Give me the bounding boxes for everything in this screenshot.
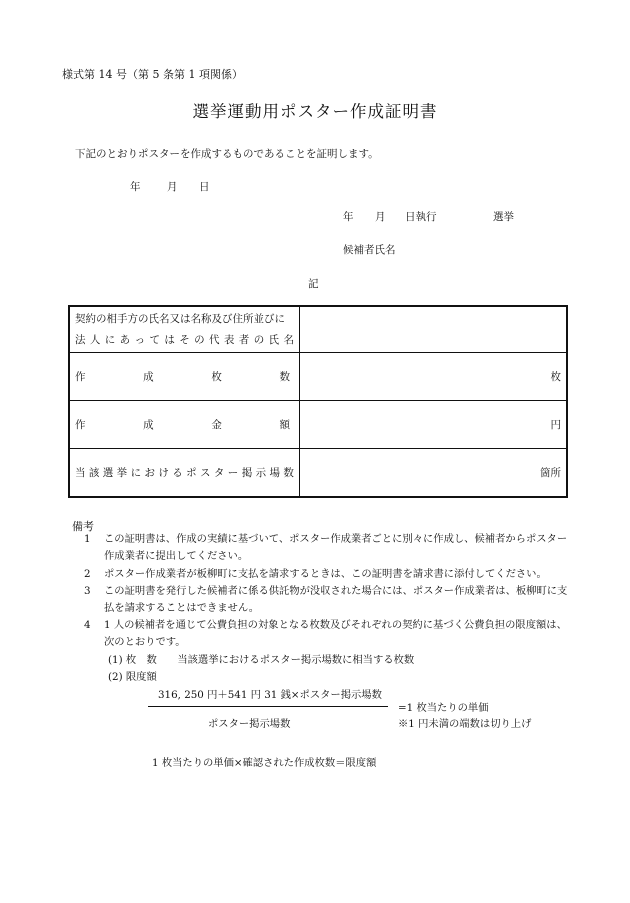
label-char: に (104, 333, 116, 346)
election-label: 選挙 (493, 211, 514, 223)
note-number: 4 (84, 619, 91, 631)
final-formula: 1 枚当たりの単価×確認された作成枚数＝限度額 (152, 757, 377, 769)
formula-result: =1 枚当たりの単価 (398, 702, 489, 714)
label-char: る (172, 467, 183, 479)
label-char: 数 (283, 467, 294, 479)
certificate-table (68, 305, 568, 498)
label-char: け (158, 467, 169, 479)
label-char: 選 (102, 467, 114, 479)
exec-year-label: 年 (343, 211, 354, 223)
amount-label (69, 401, 300, 449)
month-label: 月 (167, 181, 178, 193)
poster-sites-unit: 箇所 (540, 467, 561, 479)
label-char: 金 (211, 419, 222, 431)
label-char: 当 (75, 467, 86, 479)
note-text: この証明書は、作成の実績に基づいて、ポスター作成業者ごとに別々に作成し、候補者からポスター作成業者に提出してください。 (104, 533, 568, 562)
amount-value-cell[interactable] (300, 401, 568, 449)
poster-sites-label (69, 449, 300, 498)
label-char: 作 (75, 419, 86, 431)
label-char: の (253, 333, 265, 346)
label-char: 該 (88, 467, 100, 479)
label-char: ー (227, 467, 239, 479)
label-char: タ (213, 467, 225, 479)
contractor-label (69, 306, 300, 353)
label-char: 氏 (268, 333, 280, 346)
note-number: 3 (84, 585, 91, 597)
label-char: 表 (223, 333, 235, 346)
exec-day-label: 日執行 (405, 211, 437, 223)
note-text: この証明書を発行した候補者に係る供託物が没収された場合には、ポスター作成業者は、板柳町に支払を請求することはできません。 (104, 585, 568, 614)
label-char: 場 (269, 467, 280, 479)
contractor-label-line2 (75, 330, 294, 351)
label-char: ス (200, 467, 211, 479)
label-char: ポ (186, 467, 197, 479)
form-number: 様式第 14 号（第 5 条第 1 項関係） (62, 68, 243, 81)
formula-denominator: ポスター掲示場数 (208, 718, 291, 730)
label-char: 示 (255, 467, 267, 479)
notes-heading: 備考 (72, 520, 94, 533)
label-char: 成 (143, 419, 154, 431)
day-label: 日 (199, 181, 210, 193)
note-text: ポスター作成業者が板柳町に支払を請求するときは、この証明書を請求書に添付してください。 (104, 568, 547, 580)
note-number: 2 (84, 568, 91, 580)
label-char: 掲 (241, 467, 253, 479)
label-char: の (194, 333, 205, 346)
quantity-value-cell[interactable] (300, 353, 568, 401)
label-char: 枚 (211, 371, 222, 383)
label-char: っ (134, 333, 146, 346)
label-char: に (130, 467, 142, 479)
amount-unit: 円 (550, 419, 561, 431)
label-char: あ (119, 333, 131, 346)
year-label: 年 (130, 181, 141, 193)
label-char: 名 (283, 333, 294, 346)
table-row (69, 306, 567, 353)
label-char: 数 (279, 371, 290, 383)
quantity-unit: 枚 (550, 371, 561, 383)
candidate-name-label: 候補者氏名 (343, 244, 396, 256)
contractor-label-line1: 契約の相手方の氏名又は名称及び住所並びに (75, 312, 285, 325)
issue-date-line (130, 179, 210, 194)
note-text: 1 人の候補者を通じて公費負担の対象となる枚数及びそれぞれの契約に基づく公費負担の限度額は、次のとおりです。 (104, 619, 567, 648)
ki-heading: 記 (308, 278, 319, 290)
intro-text: 下記のとおりポスターを作成するものであることを証明します。 (75, 148, 379, 160)
note-sub-limit: (2) 限度額 (108, 671, 157, 683)
label-char: は (164, 333, 175, 346)
label-char: お (144, 467, 155, 479)
label-char: 代 (209, 333, 220, 346)
label-char: 成 (143, 371, 154, 383)
table-row (69, 353, 567, 401)
label-char: 額 (279, 419, 290, 431)
label-char: 作 (75, 371, 86, 383)
rounding-note: ※1 円未満の端数は切り上げ (398, 718, 532, 730)
label-char: 挙 (116, 467, 128, 479)
label-char: 人 (89, 333, 101, 346)
formula-numerator: 316, 250 円＋541 円 31 銭×ポスター掲示場数 (158, 689, 382, 701)
note-sub-quantity: (1) 枚 数 当該選挙におけるポスター掲示場数に相当する枚数 (108, 654, 415, 666)
table-row (69, 449, 567, 498)
document-title: 選挙運動用ポスター作成証明書 (192, 102, 438, 121)
contractor-value-cell[interactable] (300, 306, 568, 353)
poster-sites-value-cell[interactable] (300, 449, 568, 498)
election-execution-line (343, 209, 514, 224)
label-char: 者 (238, 333, 250, 346)
exec-month-label: 月 (375, 211, 386, 223)
label-char: て (149, 333, 160, 346)
table-row (69, 401, 567, 449)
label-char: そ (179, 333, 190, 346)
quantity-label (69, 353, 300, 401)
fraction-bar (148, 706, 388, 707)
label-char: 法 (75, 333, 86, 346)
note-number: 1 (84, 533, 91, 545)
